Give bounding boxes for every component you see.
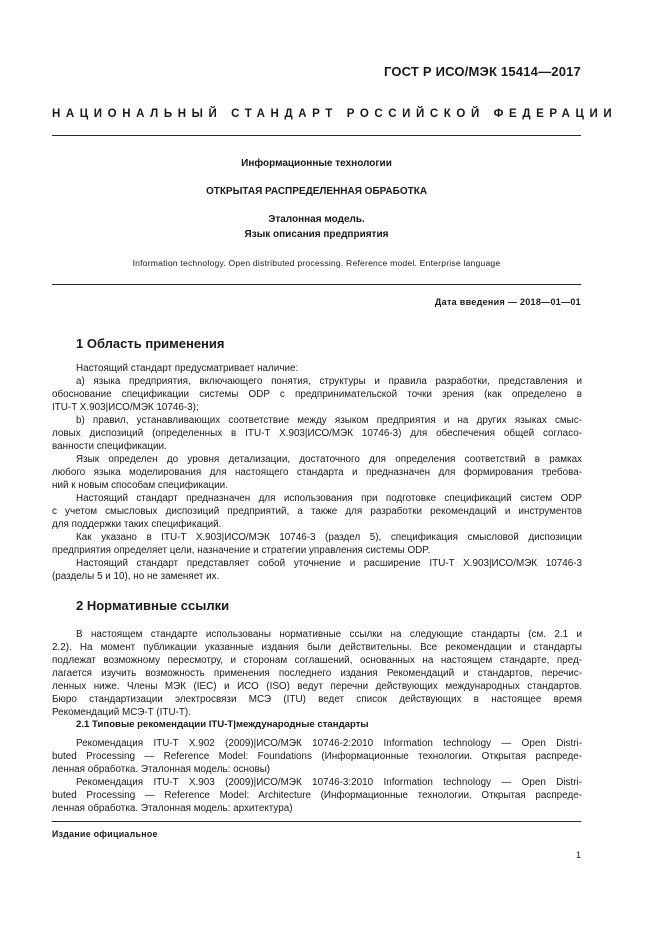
text-line: Рекомендация ITU-T X.902 (2009)|ИСО/МЭК 10746-2:2010 Information technology — Open Distri- <box>76 738 582 749</box>
title-line-3: Эталонная модель. <box>268 214 365 225</box>
section-1-body <box>52 362 582 583</box>
text-line: В настоящем стандарте использованы нормативные ссылки на следующие стандарты (см. 2.1 и <box>76 629 582 640</box>
text-line: ленных ниже. Члены МЭК (IEC) и ИСО (ISO) ведут перечни действующих международных стандартов. <box>52 681 582 692</box>
section-1-heading: 1 Область применения <box>76 336 225 351</box>
text-line: любого языка моделирования для настоящего стандарта и предназначен для формирования требова- <box>52 467 582 478</box>
document-code: ГОСТ Р ИСО/МЭК 15414—2017 <box>383 64 581 79</box>
text-line: подлежат возможному пересмотру, и сторонам соглашений, основанных на настоящем стандарте, пред- <box>52 655 582 666</box>
text-line: Бюро стандартизации электросвязи МСЭ (ITU) ведет список действующих в настоящее время <box>52 694 582 705</box>
text-line: Язык определен до уровня детализации, достаточного для определения соответствий в рамках <box>76 454 582 465</box>
text-line: ловых диспозиций (определенных в ITU-T X.903|ИСО/МЭК 10746-3) для обеспечения общей согласо- <box>52 428 582 439</box>
text-line: buted Processing — Reference Model: Architecture (Информационные технологии. Открытая распреде- <box>52 790 582 801</box>
section-2-heading: 2 Нормативные ссылки <box>76 598 230 613</box>
text-line: а) языка предприятия, включающего понятия, структуры и правила разработки, представления и <box>76 376 582 387</box>
text-line: Настоящий стандарт предусматривает наличие: <box>76 363 299 374</box>
page-number: 1 <box>575 850 581 860</box>
text-line: ванности спецификации. <box>52 441 167 452</box>
date-of-introduction: Дата введения — 2018—01—01 <box>434 297 581 307</box>
text-line: 2.2). На момент публикации указанные издания были действительны. Все рекомендации и стандарты <box>52 642 582 653</box>
footer-rule <box>52 821 581 822</box>
text-line: лагается изучить возможность применения последнего издания Рекомендаций и стандартов, перечис- <box>52 668 582 679</box>
text-line: (разделы 5 и 10), но не заменяет их. <box>52 571 220 582</box>
text-line: Настоящий стандарт представляет собой уточнение и расширение ITU-T X.903|ИСО/МЭК 10746-3 <box>76 558 582 569</box>
text-line: b) правил, устанавливающих соответствие между языком предприятия и на других языках смыс- <box>76 415 582 426</box>
text-line: Рекомендация ITU-T X.903 (2009)|ИСО/МЭК 10746-3:2010 Information technology — Open Distri- <box>76 777 582 788</box>
english-title: Information technology. Open distributed processing. Reference model. Enterprise language <box>132 258 501 268</box>
text-line: Настоящий стандарт предназначен для использования при подготовке спецификаций систем ODP <box>76 493 582 504</box>
subsection-2-1-heading: 2.1 Типовые рекомендации ITU-T|международные стандарты <box>76 719 369 730</box>
title-line-1: Информационные технологии <box>241 158 392 169</box>
text-line: buted Processing — Reference Model: Foundations (Информационные технологии. Открытая распреде- <box>52 751 582 762</box>
text-line: обоснование спецификации системы ODP с предпринимательской точки зрения (как определено в <box>52 389 582 400</box>
subsection-2-1-body <box>52 737 582 815</box>
official-edition-label: Издание официальное <box>52 829 158 839</box>
text-line: ний к новым способам спецификации. <box>52 480 228 491</box>
text-line: ленная обработка. Эталонная модель: архитектура) <box>52 803 293 814</box>
top-rule <box>52 135 581 136</box>
text-line: с учетом смысловых диспозиций предприятий, а также для разработки рекомендаций и инструментов <box>52 506 582 517</box>
title-line-4: Язык описания предприятия <box>244 229 389 240</box>
title-line-2: ОТКРЫТАЯ РАСПРЕДЕЛЕННАЯ ОБРАБОТКА <box>205 186 428 197</box>
text-line: для поддержки таких спецификаций. <box>52 519 222 530</box>
national-standard-banner: НАЦИОНАЛЬНЫЙ СТАНДАРТ РОССИЙСКОЙ ФЕДЕРАЦИИ <box>52 108 618 120</box>
section-2-body <box>52 628 582 719</box>
title-rule <box>52 284 581 285</box>
text-line: предприятия определяет цели, назначение и стратегии управления системы ODP. <box>52 545 431 556</box>
text-line: ленная обработка. Эталонная модель: основы) <box>52 764 271 775</box>
text-line: Рекомендаций МСЭ-Т (ITU-T). <box>52 707 191 718</box>
text-line: Как указано в ITU-T X.903|ИСО/МЭК 10746-3 (раздел 5), спецификация смысловой диспозиции <box>76 532 582 543</box>
text-line: ITU-T X.903|ИСО/МЭК 10746-3); <box>52 402 199 413</box>
